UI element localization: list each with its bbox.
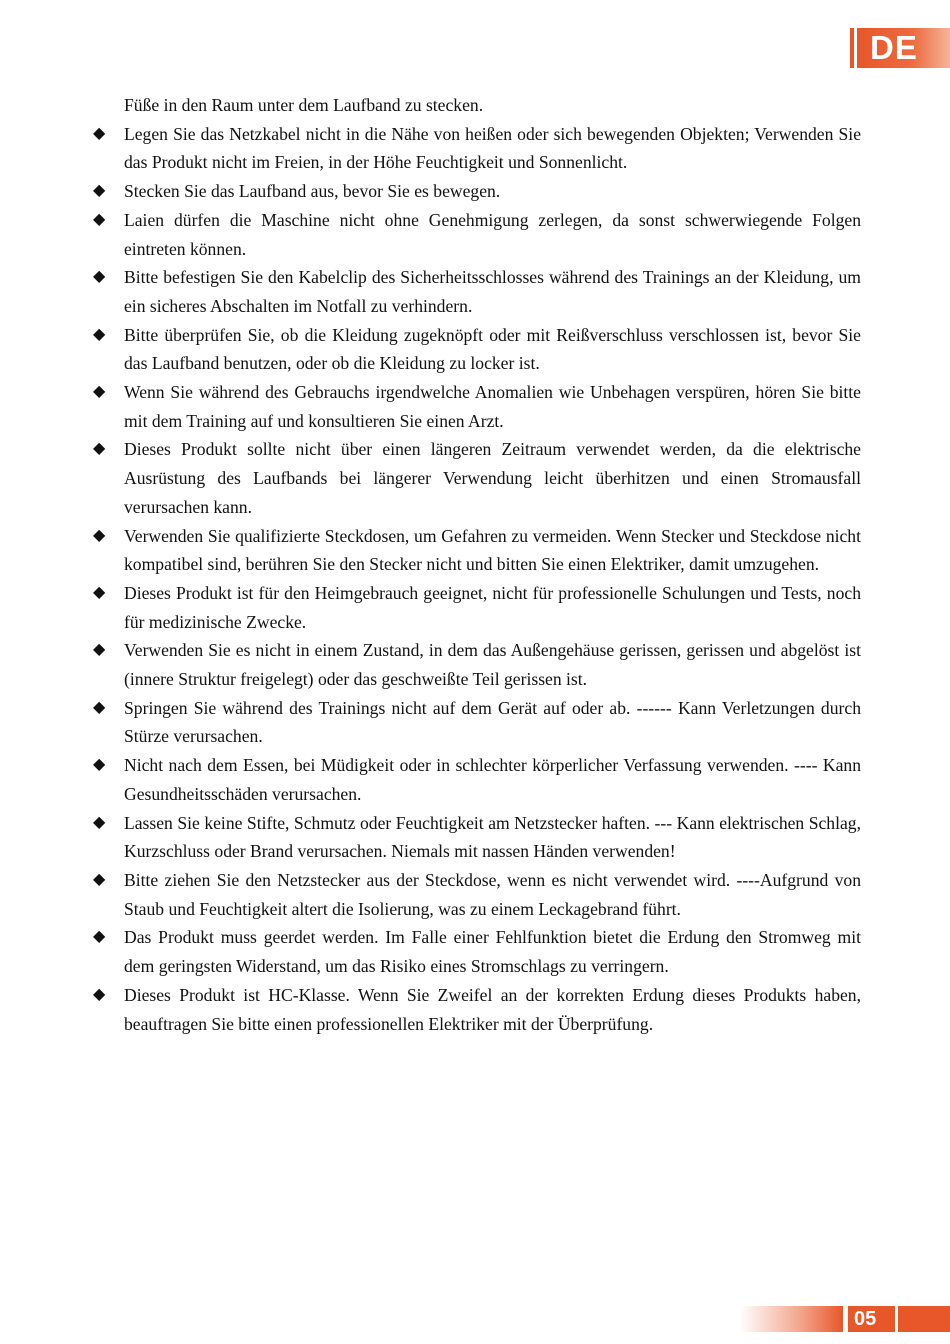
diamond-bullet-icon: ◆ xyxy=(93,641,106,659)
language-tab xyxy=(850,28,950,68)
list-item xyxy=(91,809,861,866)
diamond-bullet-icon: ◆ xyxy=(93,583,106,601)
language-code: DE xyxy=(870,29,918,66)
diamond-bullet-icon: ◆ xyxy=(93,210,106,228)
list-item-text: Dieses Produkt ist für den Heimgebrauch geeignet, nicht für professionelle Schulungen und Tests, noch für medizinische Zwecke. xyxy=(124,582,861,632)
diamond-bullet-icon: ◆ xyxy=(93,526,106,544)
list-item xyxy=(91,263,861,320)
list-item-text: Lassen Sie keine Stifte, Schmutz oder Feuchtigkeit am Netzstecker haften. --- Kann elektrischen Schlag, Kurzschluss oder Brand verursachen. Niemals mit nassen Händen verwenden! xyxy=(124,812,861,862)
list-item-text: Verwenden Sie es nicht in einem Zustand, in dem das Außengehäuse gerissen, gerissen und abgelöst ist (innere Struktur freigelegt) oder das geschweißte Teil gerissen ist. xyxy=(124,640,861,690)
list-item-text: Bitte überprüfen Sie, ob die Kleidung zugeknöpft oder mit Reißverschluss verschlossen ist, bevor Sie das Laufband benutzen, oder ob die Kleidung zu locker ist. xyxy=(124,324,861,374)
list-item xyxy=(91,522,861,579)
diamond-bullet-icon: ◆ xyxy=(93,756,106,774)
footer-gradient-bar xyxy=(740,1306,843,1332)
diamond-bullet-icon: ◆ xyxy=(93,985,106,1003)
list-item xyxy=(91,177,861,206)
list-item-text: Legen Sie das Netzkabel nicht in die Nähe von heißen oder sich bewegenden Objekten; Verwenden Sie das Produkt nicht im Freien, in der Höhe Feuchtigkeit und Sonnenlicht. xyxy=(124,123,861,173)
list-item xyxy=(91,435,861,521)
list-item-text: Nicht nach dem Essen, bei Müdigkeit oder in schlechter körperlicher Verfassung verwenden. ---- Kann Gesundheitsschäden verursachen. xyxy=(124,755,861,804)
list-item-text: Bitte ziehen Sie den Netzstecker aus der Steckdose, wenn es nicht verwendet wird. ----Aufgrund von Staub und Feuchtigkeit altert die Isolierung, was zu einem Leckagebrand führt. xyxy=(124,869,861,919)
list-item xyxy=(91,206,861,263)
diamond-bullet-icon: ◆ xyxy=(93,928,106,946)
list-item xyxy=(91,866,861,923)
diamond-bullet-icon: ◆ xyxy=(93,698,106,716)
list-item-text: Das Produkt muss geerdet werden. Im Falle einer Fehlfunktion bietet die Erdung den Stromweg mit dem geringsten Widerstand, um das Risiko eines Stromschlags zu verringern. xyxy=(124,927,861,977)
list-item xyxy=(91,923,861,980)
language-tab-accent-bar xyxy=(850,28,854,68)
diamond-bullet-icon: ◆ xyxy=(93,268,106,286)
list-item xyxy=(91,579,861,636)
diamond-bullet-icon: ◆ xyxy=(93,383,106,401)
continuation-text: Füße in den Raum unter dem Laufband zu stecken. xyxy=(124,95,484,115)
list-item-text: Springen Sie während des Trainings nicht auf dem Gerät auf oder ab. ------ Kann Verletzungen durch Stürze verursachen. xyxy=(124,697,861,747)
list-item-text: Bitte befestigen Sie den Kabelclip des Sicherheitsschlosses während des Trainings an der Kleidung, um ein sicheres Abschalten im Notfall zu verhindern. xyxy=(124,267,861,316)
list-item xyxy=(91,751,861,808)
diamond-bullet-icon: ◆ xyxy=(93,813,106,831)
page-number: 05 xyxy=(854,1308,877,1330)
list-item-text: Verwenden Sie qualifizierte Steckdosen, um Gefahren zu vermeiden. Wenn Stecker und Steckdose nicht kompatibel sind, berühren Sie den Stecker nicht und bitten Sie einen Elektriker, damit umzugehen. xyxy=(124,525,861,575)
list-item xyxy=(91,694,861,751)
diamond-bullet-icon: ◆ xyxy=(93,325,106,343)
list-item-text: Wenn Sie während des Gebrauchs irgendwelche Anomalien wie Unbehagen verspüren, hören Sie bitte mit dem Training auf und konsultieren Sie einen Arzt. xyxy=(124,382,861,431)
list-item-text: Stecken Sie das Laufband aus, bevor Sie es bewegen. xyxy=(124,181,501,202)
list-item xyxy=(91,378,861,435)
diamond-bullet-icon: ◆ xyxy=(93,182,106,200)
list-item xyxy=(91,321,861,378)
list-item xyxy=(91,120,861,177)
list-item-text: Laien dürfen die Maschine nicht ohne Genehmigung zerlegen, da sonst schwerwiegende Folgen eintreten können. xyxy=(124,209,861,259)
diamond-bullet-icon: ◆ xyxy=(93,440,106,458)
safety-instructions xyxy=(91,91,861,1038)
page-footer xyxy=(740,1306,950,1332)
diamond-bullet-icon: ◆ xyxy=(93,870,106,888)
list-item xyxy=(91,981,861,1038)
list-item-text: Dieses Produkt ist HC-Klasse. Wenn Sie Zweifel an der korrekten Erdung dieses Produkts haben, beauftragen Sie bitte einen professionellen Elektriker mit der Überprüfung. xyxy=(124,984,861,1034)
list-item xyxy=(91,636,861,693)
diamond-bullet-icon: ◆ xyxy=(93,124,106,142)
footer-tail-bar xyxy=(898,1306,950,1332)
list-item-text: Dieses Produkt sollte nicht über einen längeren Zeitraum verwendet werden, da die elektrische Ausrüstung des Laufbands bei längerer Verwendung leicht überhitzen und einen Stromausfall verursachen kann. xyxy=(124,439,861,517)
